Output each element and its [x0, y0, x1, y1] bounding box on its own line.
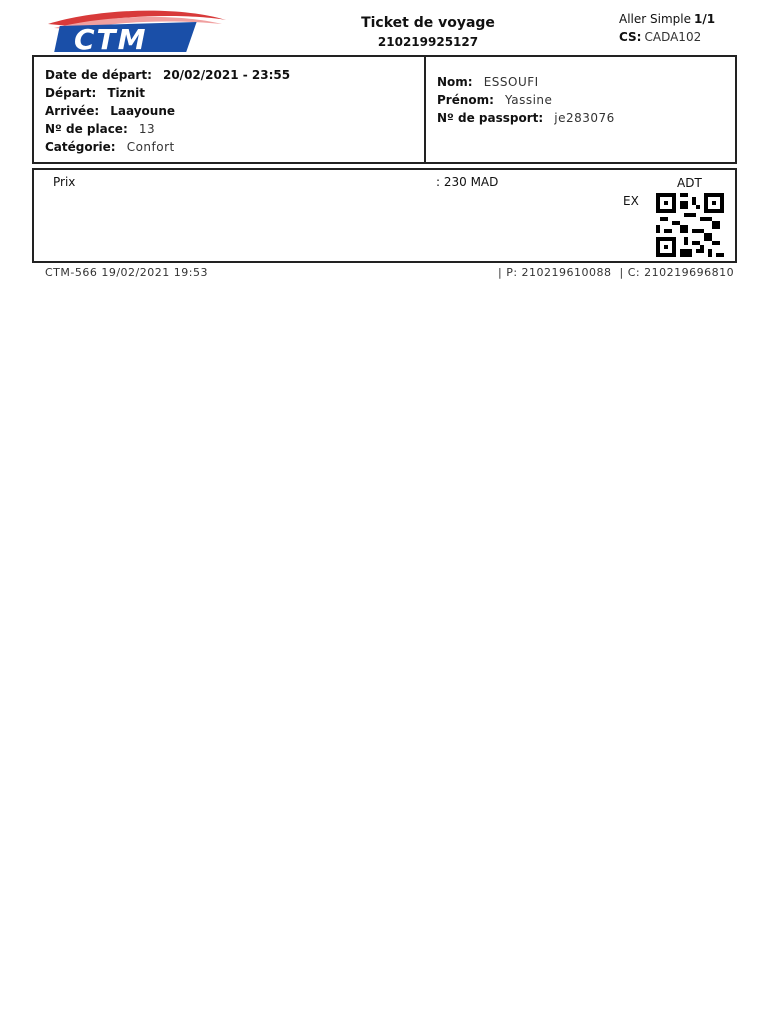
- name-label: Nom:: [437, 75, 473, 89]
- departure-value: Tiznit: [107, 86, 146, 100]
- departure-label: Départ:: [45, 86, 97, 100]
- footer-right: | P: 210219610088 | C: 210219696810: [498, 266, 735, 279]
- cs-line: [619, 30, 707, 44]
- box-divider: [424, 55, 426, 164]
- date-value: 20/02/2021 - 23:55: [162, 68, 291, 82]
- passport-row: [437, 107, 621, 126]
- cs-label: CS:: [619, 30, 642, 44]
- departure-row: [45, 82, 151, 101]
- firstname-row: [437, 89, 558, 108]
- category-label: Catégorie:: [45, 140, 116, 154]
- seat-row: [45, 118, 161, 137]
- name-value: ESSOUFI: [483, 75, 539, 89]
- logo-text: CTM: [74, 23, 148, 54]
- page-indicator: 1/1: [693, 12, 716, 26]
- trip-type: Aller Simple: [619, 12, 691, 26]
- arrival-value: Laayoune: [110, 104, 175, 118]
- firstname-value: Yassine: [505, 93, 553, 107]
- passport-value: je283076: [554, 111, 615, 125]
- price-label: Prix: [53, 175, 76, 189]
- seat-label: Nº de place:: [45, 122, 128, 136]
- category-value: Confort: [126, 140, 175, 154]
- passport-label: Nº de passport:: [437, 111, 544, 125]
- price-box: [32, 168, 737, 263]
- footer-left: CTM-566 19/02/2021 19:53: [45, 266, 208, 279]
- cs-value: CADA102: [644, 30, 702, 44]
- date-label: Date de départ:: [45, 68, 152, 82]
- category-row: [45, 136, 181, 155]
- seat-value: 13: [138, 122, 156, 136]
- firstname-label: Prénom:: [437, 93, 494, 107]
- trip-type-line: [619, 12, 721, 26]
- name-row: [437, 71, 545, 90]
- arrival-row: [45, 100, 181, 119]
- fare-type: ADT: [677, 176, 702, 190]
- ticket-title: Ticket de voyage: [361, 15, 495, 31]
- qr-code: [656, 193, 724, 257]
- ctm-logo: [40, 6, 230, 54]
- price-value: : 230 MAD: [436, 175, 499, 189]
- ticket-number: 210219925127: [377, 35, 479, 49]
- arrival-label: Arrivée:: [45, 104, 100, 118]
- ex-label: EX: [623, 194, 639, 208]
- date-row: [45, 64, 296, 83]
